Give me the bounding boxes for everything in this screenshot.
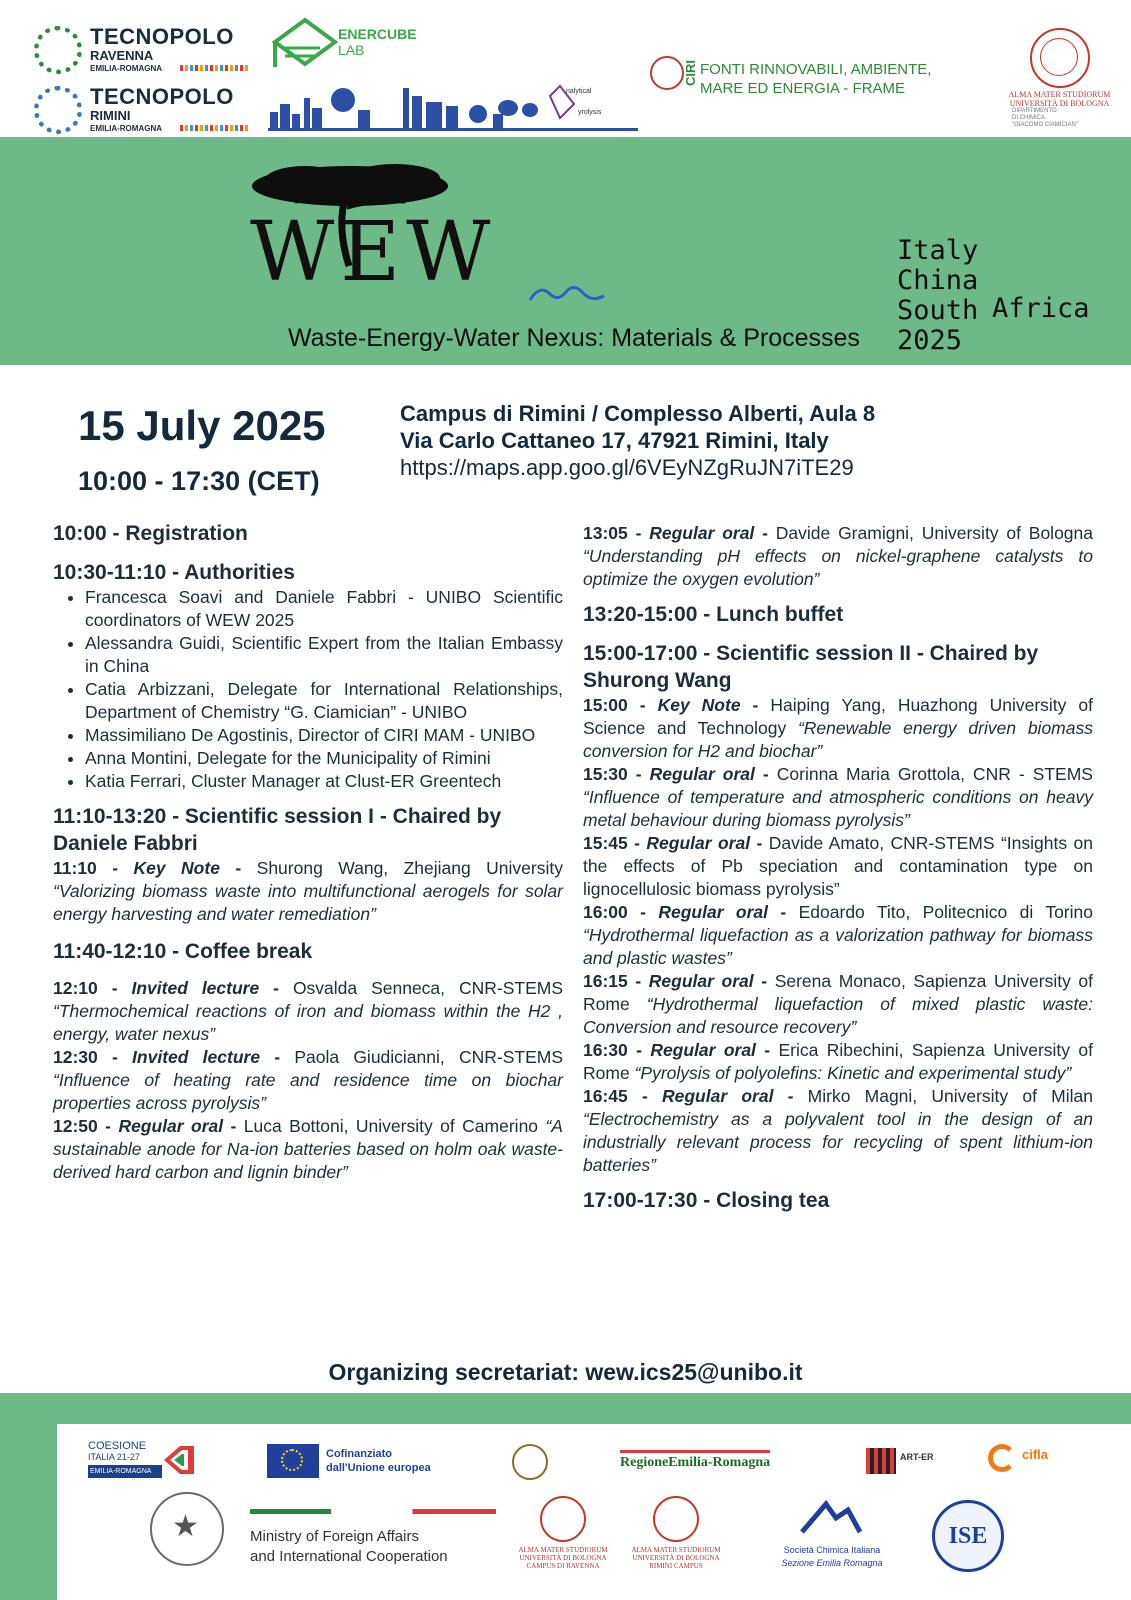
talk-time: 15:00 [583,695,628,715]
talk-title: “Renewable energy driven biomass conversion for H2 and biochar” [583,718,1093,761]
talk-title: “Influence of heating rate and residence time on biochar properties across pyrolysis” [53,1070,563,1113]
mfa-line2: and International Cooperation [250,1548,448,1565]
arter-label: ART-ER [900,1452,934,1462]
tecnopolo-region: EMILIA-ROMAGNA [90,124,162,133]
coesione-line1: COESIONE [88,1440,147,1452]
talk-time: 15:30 [583,764,628,784]
tecnopolo-city: RIMINI [90,108,131,123]
talk-title: “A sustainable anode for Na-ion batteries based on holm oak waste-derived hard carbon and lignin binder” [53,1116,563,1182]
talk-speaker: Haiping Yang, Huazhong University of Science and Technology [583,695,1093,738]
program-left-column [53,520,563,1184]
tecnopolo-ravenna-logo [34,24,254,78]
venue-line2: Via Carlo Cattaneo 17, 47921 Rimini, Italy [400,428,829,453]
alma-line1: ALMA MATER STUDIORUM [1008,90,1111,99]
talk-entry: 15:00 - Key Note - Haiping Yang, Huazhong University of Science and Technology “Renewable energy driven biomass conversion for H2 and biochar” [583,695,1093,761]
alma-mater-ravenna-seal-icon [540,1496,586,1542]
eu-line1: Cofinanziato [326,1448,392,1460]
list-item: • Catia Arbizzani, Delegate for International Relationships, Department of Chemistry “G. Ciamician” - UNIBO [85,678,563,724]
cifla-logo-icon [988,1444,1016,1472]
talk-type: Regular oral [646,833,751,853]
tecnopolo-swirl-icon [34,26,82,74]
enercube-logo-icon [265,12,340,74]
talk-type: Regular oral [650,1040,756,1060]
organizing-secretariat[interactable]: Organizing secretariat: wew.ics25@unibo.it [328,1359,803,1385]
list-item: • Massimiliano De Agostinis, Director of CIRI MAM - UNIBO [85,724,563,747]
wave-icon [528,280,608,306]
talk-title: “Insights on the effects of Pb speciation and contamination type on lignocellulosic biomass pyrolysis” [583,833,1093,899]
sci-line2: Sezione Emilia Romagna [781,1558,883,1568]
program-right-column [583,522,1093,1214]
talk-entry: 15:45 - Regular oral - Davide Amato, CNR-STEMS “Insights on the effects of Pb speciation and contamination type on lignocellulosic biomass pyrolysis” [583,833,1093,899]
talk-entry: 12:30 - Invited lecture - Paola Giudicianni, CNR-STEMS “Influence of heating rate and residence time on biochar properties across pyrolysis” [53,1047,564,1113]
talk-title: “Thermochemical reactions of iron and biomass within the H2 , energy, water nexus” [53,1001,563,1044]
talk-time: 16:30 [583,1040,628,1060]
arter-logo-icon [866,1448,896,1474]
talk-time: 12:50 [53,1116,98,1136]
talk-time: 13:05 [583,523,628,543]
tecnopolo-name: TECNOPOLO [90,84,234,109]
enercube-label [338,26,417,58]
talk-type: Key Note [657,695,741,715]
tecnopolo-name: TECNOPOLO [90,24,234,49]
coesione-line3: EMILIA-ROMAGNA [88,1465,162,1478]
talk-speaker: Davide Amato, CNR-STEMS [768,833,995,853]
dept-line3: "GIACOMO CIAMICIAN" [1012,122,1078,128]
talk-entry: 16:15 - Regular oral - Serena Monaco, Sapienza University of Rome “Hydrothermal liquefaction of mixed plastic waste: Conversion and resource recovery” [583,971,1094,1037]
venue-line1: Campus di Rimini / Complesso Alberti, Aula 8 [400,401,876,426]
lunch-heading: 13:20-15:00 - Lunch buffet [583,603,844,626]
talk-type: Invited lecture [131,978,260,998]
talk-speaker: Luca Bottoni, University of Camerino [243,1116,539,1136]
talk-title: “Pyrolysis of polyolefins: Kinetic and experimental study” [634,1063,1072,1083]
enercube-line2: LAB [338,42,365,58]
talk-speaker: Serena Monaco, Sapienza University of Rome [583,971,1094,1014]
talk-speaker: Mirko Magni, University of Milan [807,1086,1093,1106]
session1-heading: 11:10-13:20 - Scientific session I - Chaired by Daniele Fabbri [53,805,502,855]
alma-rimini-line2: UNIVERSITÀ DI BOLOGNA [632,1554,720,1562]
authorities-heading: 10:30-11:10 - Authorities [53,561,295,584]
countries-list [897,236,978,356]
talk-speaker: Corinna Maria Grottola, CNR - STEMS [776,764,1093,784]
talk-title: “Hydrothermal liquefaction as a valorization pathway for biomass and plastic wastes” [583,925,1093,968]
talk-entry: 16:00 - Regular oral - Edoardo Tito, Politecnico di Torino “Hydrothermal liquefaction as a valorization pathway for biomass and plastic wastes” [583,902,1093,968]
ciri-line2: MARE ED ENERGIA - FRAME [700,80,906,97]
alma-rimini-line3: RIMINI CAMPUS [649,1562,703,1570]
analytical-line2: yrolysis [578,109,602,116]
list-item: • Alessandra Guidi, Scientific Expert from the Italian Embassy in China [85,632,563,678]
coesione-arrow-icon [160,1442,198,1478]
coesione-line2: ITALIA 21-27 [88,1452,140,1462]
map-link[interactable]: https://maps.app.goo.gl/6VEyNZgRuJN7iTE29 [400,455,854,480]
list-item: • Francesca Soavi and Daniele Fabbri - UNIBO Scientific coordinators of WEW 2025 [85,586,563,632]
talk-speaker: Erica Ribechini, Sapienza University of Rome [583,1040,1093,1083]
event-date: 15 July 2025 [78,402,326,449]
talk-type: Regular oral [649,523,755,543]
session2-heading: 15:00-17:00 - Scientific session II - Chaired by Shurong Wang [583,642,1039,692]
authorities-list [53,586,563,793]
talk-time: 11:10 [53,858,97,878]
talk-entry: 11:10 - Key Note - Shurong Wang, Zhejiang University “Valorizing biomass waste into multifunctional aerogels for solar energy harvesting and water remediation” [53,858,563,924]
talk-time: 12:30 [53,1047,98,1067]
talk-entry: 13:05 - Regular oral - Davide Gramigni, University of Bologna “Understanding pH effects on nickel-graphene catalysts to optimize the oxygen evolution” [583,523,1093,589]
eu-cofinanced-label [326,1447,431,1475]
event-year: 2025 [897,325,963,356]
ciri-line1: FONTI RINNOVABILI, AMBIENTE, [700,61,932,78]
ciri-tag: CIRI [683,60,698,86]
talk-type: Regular oral [661,1086,774,1106]
italian-flag-stripe [250,1509,496,1514]
country-south: South [897,295,979,326]
talk-type: Regular oral [649,764,755,784]
mfa-label [250,1527,448,1567]
banner-subtitle: Waste-Energy-Water Nexus: Materials & Processes [288,324,860,352]
alma-mater-seal-small-icon [650,56,684,90]
ise-logo-icon [932,1500,1004,1572]
dept-line2: DI CHIMICA [1012,115,1045,121]
alma-mater-rimini-seal-icon [653,1496,699,1542]
enercube-line1: ENERCUBE [338,26,417,42]
talk-title: “Understanding pH effects on nickel-graphene catalysts to optimize the oxygen evolution” [583,546,1093,589]
country-africa: Africa [992,293,1090,324]
talk-type: Regular oral [658,902,769,922]
talk-speaker: Shurong Wang, Zhejiang University [256,858,563,878]
tecnopolo-region: EMILIA-ROMAGNA [90,64,162,73]
talk-type: Regular oral [648,971,754,991]
ciri-frame-label [700,60,931,98]
event-time: 10:00 - 17:30 (CET) [78,466,320,496]
color-bars [180,65,250,71]
talk-title: “Influence of temperature and atmospheric conditions on heavy metal behaviour during biomass pyrolysis” [583,787,1093,830]
sci-label [770,1544,894,1570]
alma-mater-bologna-label [1002,90,1117,129]
talk-type: Invited lecture [132,1047,261,1067]
regione-emilia-romagna-logo: RegioneEmilia-Romagna [620,1450,770,1471]
eu-line2: dall'Unione europea [326,1462,431,1474]
sci-logo-icon [796,1500,866,1536]
talk-entry: 12:50 - Regular oral - Luca Bottoni, University of Camerino “A sustainable anode for Na-ion batteries based on holm oak waste-derived hard carbon and lignin binder” [53,1116,563,1182]
talk-time: 12:10 [53,978,98,998]
talk-time: 16:45 [583,1086,628,1106]
talk-entry: 12:10 - Invited lecture - Osvalda Senneca, CNR-STEMS “Thermochemical reactions of iron and biomass within the H2 , energy, water nexus” [53,978,563,1044]
mfa-line1: Ministry of Foreign Affairs [250,1528,419,1545]
alma-rimini-line1: ALMA MATER STUDIORUM [631,1546,721,1554]
tecnopolo-rimini-logo [34,84,254,138]
talk-title: “Electrochemistry as a polyvalent tool in the design of an industrially relevant process for recycling of spent lithium-ion batteries” [583,1109,1093,1175]
talk-entry: 16:45 - Regular oral - Mirko Magni, University of Milan “Electrochemistry as a polyvalent tool in the design of an industrially relevant process for recycling of spent lithium-ion batteries” [583,1086,1093,1175]
talk-type: Key Note [133,858,220,878]
registration-heading: 10:00 - Registration [53,522,248,545]
talk-speaker: Edoardo Tito, Politecnico di Torino [798,902,1093,922]
wew-logo-text: WEW [250,205,497,300]
talk-title: “Hydrothermal liquefaction of mixed plastic waste: Conversion and resource recovery” [583,994,1093,1037]
sci-line1: Società Chimica Italiana [783,1545,881,1555]
list-item: • Katia Ferrari, Cluster Manager at Clust-ER Greentech [85,770,563,793]
alma-mater-seal-icon [1030,28,1090,88]
alma-ravenna-line1: ALMA MATER STUDIORUM [518,1546,608,1554]
italian-republic-seal-icon: ★ [150,1492,224,1566]
analytical-pyrolysis-label [552,88,642,116]
coffee-heading: 11:40-12:10 - Coffee break [53,940,313,963]
alma-ravenna-line2: UNIVERSITÀ DI BOLOGNA [519,1554,607,1562]
alma-rimini-label [621,1546,731,1570]
talk-speaker: Paola Giudicianni, CNR-STEMS [294,1047,564,1067]
talk-entry: 15:30 - Regular oral - Corinna Maria Grottola, CNR - STEMS “Influence of temperature and atmospheric conditions on heavy metal behaviour during biomass pyrolysis” [583,764,1093,830]
alma-ravenna-label [508,1546,618,1570]
tecnopolo-swirl-icon [34,86,82,134]
talk-entry: 16:30 - Regular oral - Erica Ribechini, Sapienza University of Rome “Pyrolysis of polyolefins: Kinetic and experimental study” [583,1040,1093,1083]
italian-republic-emblem-icon [512,1444,548,1480]
talk-speaker: Osvalda Senneca, CNR-STEMS [292,978,563,998]
color-bars [180,125,250,131]
talk-time: 15:45 [583,833,628,853]
talk-time: 16:00 [583,902,628,922]
talk-type: Regular oral [118,1116,224,1136]
cifla-label: cifla [1022,1447,1049,1462]
list-item: • Anna Montini, Delegate for the Municipality of Rimini [85,747,563,770]
tecnopolo-city: RAVENNA [90,48,154,63]
alma-line2: UNIVERSITÀ DI BOLOGNA [1009,99,1110,108]
ise-label: ISE [948,1523,988,1549]
venue-block [400,400,875,481]
eu-flag-icon [267,1444,319,1478]
dept-line1: DIPARTIMENTO [1012,108,1057,114]
closing-heading: 17:00-17:30 - Closing tea [583,1189,830,1212]
country-italy: Italy [897,235,979,266]
talk-speaker: Davide Gramigni, University of Bologna [775,523,1093,543]
talk-time: 16:15 [583,971,628,991]
alma-ravenna-line3: CAMPUS DI RAVENNA [526,1562,600,1570]
country-china: China [897,265,979,296]
talk-title: “Valorizing biomass waste into multifunctional aerogels for solar energy harvesting and water remediation” [53,881,563,924]
analytical-line1: nalytical [566,88,592,95]
